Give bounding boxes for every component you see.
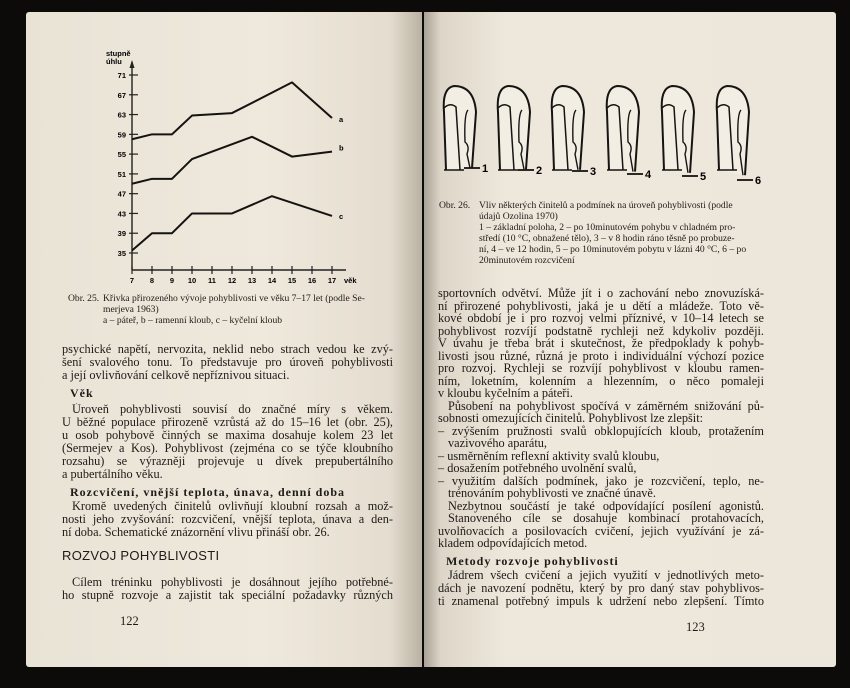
page-number: 122 [120, 614, 139, 628]
body-text-line: Stanoveného cíle se dosahuje kombinací protahovacích, [448, 512, 764, 525]
y-tick-label: 39 [117, 229, 126, 239]
body-text-line: kladem odpovídajících metod. [438, 536, 588, 550]
page-number: 123 [686, 620, 705, 634]
forward-bend-figure [607, 86, 652, 181]
y-tick-label: 47 [117, 189, 126, 199]
series-label: b [339, 143, 344, 153]
x-tick-label: 10 [187, 276, 197, 285]
figure-number: 6 [755, 175, 762, 187]
forward-bend-figure [717, 86, 761, 187]
body-text-line: trénováním pohyblivosti ve značné únavě. [448, 486, 656, 500]
series-label: c [339, 211, 344, 221]
body-text-line: – využitím dalších podmínek, jako je rozcvičení, teplo, ne- [438, 474, 764, 488]
body-text-line: sobnosti omezujících činitelů. Pohyblivost lze zlepšit: [438, 411, 704, 425]
forward-bend-figure [552, 86, 596, 178]
x-axis-label: věk [344, 276, 357, 285]
body-text-line: – usměrněním reflexní aktivity svalů kloubu, [438, 448, 660, 463]
figure-caption-label: Obr. 25. [68, 293, 100, 304]
body-text-line: U běžné populace přirozeně vzrůstá až do 15–16 let (obr. 25), [62, 416, 393, 429]
figure-caption-line: údajů Ozolina 1970) [479, 211, 558, 222]
figure-number: 5 [700, 171, 707, 183]
figure-caption-line: Vliv některých činitelů a podmínek na úroveň pohyblivosti (podle [479, 200, 733, 211]
series-line-a [132, 82, 332, 139]
figure-caption-line: a – páteř, b – ramenní kloub, c – kyčelní kloub [103, 315, 283, 326]
figure-caption-line: ní, 4 – ve 12 hodin, 5 – po 10minutovém pobytu v lázni 40 °C, 6 – po [479, 244, 747, 255]
body-text-line: vazivového aparátu, [448, 436, 548, 450]
x-tick-label: 8 [149, 276, 155, 285]
body-text-line: uvolňovacích a posilovacích cvičení, jejich využívání je zá- [438, 524, 764, 538]
section-subheading: Metody rozvoje pohyblivosti [446, 554, 619, 568]
body-text-line: ho stupně rozvoje a zajistit tak speciální požadavky různých [62, 589, 393, 602]
y-tick-label: 43 [117, 209, 126, 219]
figure-caption-line: středí (10 °C, obnažené tělo), 3 – v 8 hodin ráno těsně po probuze- [479, 233, 735, 244]
x-tick-label: 9 [169, 276, 175, 285]
body-text-line: – dosažením potřebného uvolnění svalů, [438, 461, 637, 475]
figure-caption-line: 20minutovém rozcvičení [479, 255, 575, 266]
body-text-line: pro rozvoj. Rychleji se rozvíjí pohyblivost v kloubu ramen- [438, 362, 764, 375]
body-text-line: nosti jeho zvyšování: rozcvičení, vnější teplota, únava a den- [62, 513, 393, 526]
y-tick-label: 35 [117, 249, 126, 258]
figure-caption-label: Obr. 26. [439, 200, 471, 211]
y-tick-label: 63 [117, 110, 126, 120]
flexibility-age-chart [26, 12, 422, 292]
body-text-line: pohyblivost rozvíjí podstatně rychleji než kdykoliv později. [438, 324, 764, 338]
body-text-line: Nezbytnou součástí je také odpovídající posílení agonistů. [448, 499, 764, 513]
body-text-line: Jádrem všech cvičení a jejich využití v jednotlivých meto- [448, 569, 764, 582]
body-text-line: rozsahu) se výrazněji projevuje u dívek prepubertálního [62, 455, 393, 468]
forward-bend-figure [498, 86, 542, 177]
figure-caption-line: 1 – základní poloha, 2 – po 10minutovém pohybu v chladném pro- [479, 222, 736, 233]
y-axis-label: úhlu [106, 57, 122, 66]
y-tick-label: 55 [117, 150, 126, 160]
x-tick-label: 15 [287, 276, 297, 285]
section-subheading: Rozcvičení, vnější teplota, únava, denní doba [70, 485, 346, 499]
figure-number: 2 [536, 165, 543, 177]
x-tick-label: 16 [307, 276, 317, 285]
x-tick-label: 12 [227, 276, 237, 285]
y-tick-label: 59 [117, 130, 126, 140]
body-text-line: ním, loketním, kolenním a hlezenním, o něco pomaleji [438, 374, 764, 388]
x-tick-label: 11 [208, 276, 216, 285]
forward-bend-figures [424, 12, 836, 192]
body-text-line: V úvahu je třeba brát i skutečnost, že předpoklady k pohyb- [438, 337, 764, 350]
body-text-line: livosti jsou různé, různá je proto i individuální výchozí pozice [438, 349, 764, 363]
body-text-line: u osob pohybově činných se maxima dosahuje kolem 23 let [62, 429, 393, 442]
body-text-line: v kloubu kyčelním a páteři. [438, 386, 573, 400]
figure-number: 3 [590, 166, 597, 178]
forward-bend-figure [662, 86, 706, 183]
series-line-b [132, 137, 332, 184]
body-text-line: Kromě uvedených činitelů ovlivňují kloubní rozsah a mož- [72, 500, 393, 513]
figure-number: 4 [645, 169, 652, 181]
body-text-line: ti znamenal potřebný impuls k udržení nebo zlepšení. Tímto [438, 595, 764, 608]
body-text-line: kové období je i pro rozvoj velmi příznivé, v 10–14 letech se [438, 312, 764, 325]
y-tick-label: 67 [117, 90, 126, 100]
figure-caption-line: merjeva 1963) [103, 304, 159, 315]
body-text-line: a její ovlivňování celkově nepříznivou situaci. [62, 368, 290, 382]
body-text-line: šení svalového tonu. To představuje pro úroveň pohyblivosti [62, 356, 393, 369]
series-line-c [132, 196, 332, 250]
body-text-line: ní přirozené pohyblivosti, jaká je u dětí a mládeže. Toto vě- [438, 299, 764, 313]
figure-number: 1 [482, 163, 489, 175]
x-tick-label: 17 [327, 276, 337, 285]
right-book-page [424, 12, 836, 667]
section-subheading: Věk [70, 386, 94, 400]
body-text-line: dách je navození podnětu, který by pro daný stav pohyblivos- [438, 582, 764, 595]
x-tick-label: 14 [267, 276, 277, 285]
y-axis-label: stupně [106, 49, 131, 58]
body-text-line: Působení na pohyblivost spočívá v záměrném snižování pů- [448, 399, 764, 413]
body-text-line: – zvýšením pružnosti svalů obklopujících kloub, protažením [438, 424, 764, 438]
body-text-line: a pubertálního věku. [62, 467, 163, 481]
series-label: a [339, 115, 344, 125]
y-axis-arrow [130, 60, 135, 68]
y-tick-label: 51 [117, 169, 126, 179]
body-text-line: sportovních odvětví. Může jít i o zachování nebo znovuzíská- [438, 287, 764, 300]
y-tick-label: 71 [117, 71, 126, 80]
x-tick-label: 7 [129, 276, 135, 285]
left-book-page [26, 12, 422, 667]
forward-bend-figure [444, 86, 488, 175]
body-text-line: (Sermejev a Kos). Pohyblivost (zejména co se týče kloubního [62, 442, 393, 455]
body-text-line: Úroveň pohyblivosti souvisí do značné míry s věkem. [72, 403, 393, 416]
section-heading: ROZVOJ POHYBLIVOSTI [62, 548, 220, 563]
x-tick-label: 13 [247, 276, 257, 285]
body-text-line: ní doba. Schematické znázornění vlivu přináší obr. 26. [62, 525, 330, 539]
figure-caption-line: Křivka přirozeného vývoje pohyblivosti ve věku 7–17 let (podle Se- [103, 293, 365, 304]
body-text-line: psychické napětí, nervozita, neklid nebo strach vedou ke zvý- [62, 343, 393, 356]
body-text-line: Cílem tréninku pohyblivosti je dosáhnout jejího potřebné- [72, 576, 393, 589]
